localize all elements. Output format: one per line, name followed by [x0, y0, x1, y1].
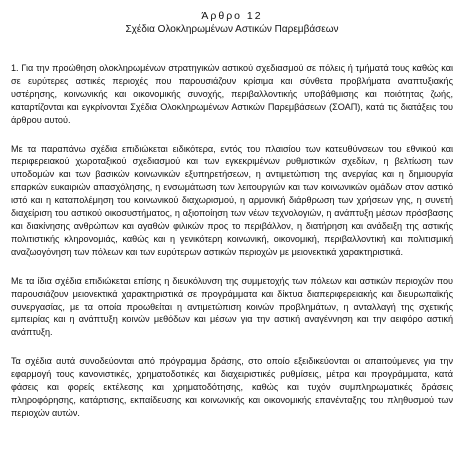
paragraph-3: Με τα ίδια σχέδια επιδιώκεται επίσης η διευκόλυνση της συμμετοχής των πόλεων και αστικών περιοχών που παρουσιάζουν μειονεκτικά χαρακτηριστικά σε προγράμματα και δίκτυα διαπεριφερειακής και διευρωπαϊκής συνεργασίας, με τα οποία προωθείται η αντιμετώπιση κοινών προβλημάτων, η ανταλλαγή της σχετικής εμπειρίας και η ανάπτυξη κοινών μεθόδων και μέσων για την αστική αναγέννηση και την αειφόρο αστική ανάπτυξη.	[11, 275, 453, 338]
article-title: Σχέδια Ολοκληρωμένων Αστικών Παρεμβάσεων	[125, 24, 339, 35]
article-number: Άρθρο 12	[201, 10, 263, 22]
paragraph-1: 1. Για την προώθηση ολοκληρωμένων στρατηγικών αστικού σχεδιασμού σε πόλεις ή τμήματά τους καθώς και σε ευρύτερες αστικές περιοχές που παρουσιάζουν κρίσιμα και σύνθετα προβλήματα αναπτυξιακής υστέρησης, κοινωνικής και οικονομικής συνοχής, περιβαλλοντικής υποβάθμισης και ποιότητας ζωής, καταρτίζονται και εγκρίνονται Σχέδια Ολοκληρωμένων Αστικών Παρεμβάσεων (ΣΟΑΠ), κατά τις διατάξεις του άρθρου αυτού.	[11, 63, 453, 125]
paragraph-2: Με τα παραπάνω σχέδια επιδιώκεται ειδικότερα, εντός του πλαισίου των κατευθύνσεων του εθνικού και περιφερειακού χωροταξικού σχεδιασμού και των εγκεκριμένων ρυθμιστικών σχεδίων, η βελτίωση των υποδομών και των βασικών κοινωνικών εξυπηρετήσεων, η αντιμετώπιση της ανεργίας και η δημιουργία επαρκών ευκαιριών απασχόλησης, η ενσωμάτωση των λειτουργιών και των κοινωνικών ομάδων στον αστικό ιστό και η καταπολέμηση του κοινωνικού διαχωρισμού, η αρμονική διάρθρωση των χρήσεων γης, η συνετή διαχείριση του αστικού οικοσυστήματος, η αξιοποίηση των νέων τεχνολογιών, η ανάπτυξη μέσων πρόσβασης και διακίνησης ανθρώπων και αγαθών φιλικών προς το περιβάλλον, η διατήρηση και ανάδειξη της αστικής πολιτιστικής κληρονομιάς, καθώς και η γενικότερη κοινωνική, οικονομική, περιβαλλοντική και πολιτισμική αναζωογόνηση των πόλεων και των ευρύτερων αστικών περιοχών με μειονεκτικά χαρακτηριστικά.	[11, 143, 453, 257]
paragraph-4: Τα σχέδια αυτά συνοδεύονται από πρόγραμμα δράσης, στο οποίο εξειδικεύονται οι απαιτούμενες για την εφαρμογή τους κανονιστικές, χρηματοδοτικές και διαχειριστικές ρυθμίσεις, μέτρα και προγράμματα, κατά φάσεις και φορείς εκτέλεσης και χρηματοδότησης, καθώς και τυχόν συμπληρωματικές δράσεις πληροφόρησης, κατάρτισης, εκπαίδευσης και κοινωνικής και οικονομικής επανένταξης του πληθυσμού των περιοχών αυτών.	[11, 356, 453, 418]
